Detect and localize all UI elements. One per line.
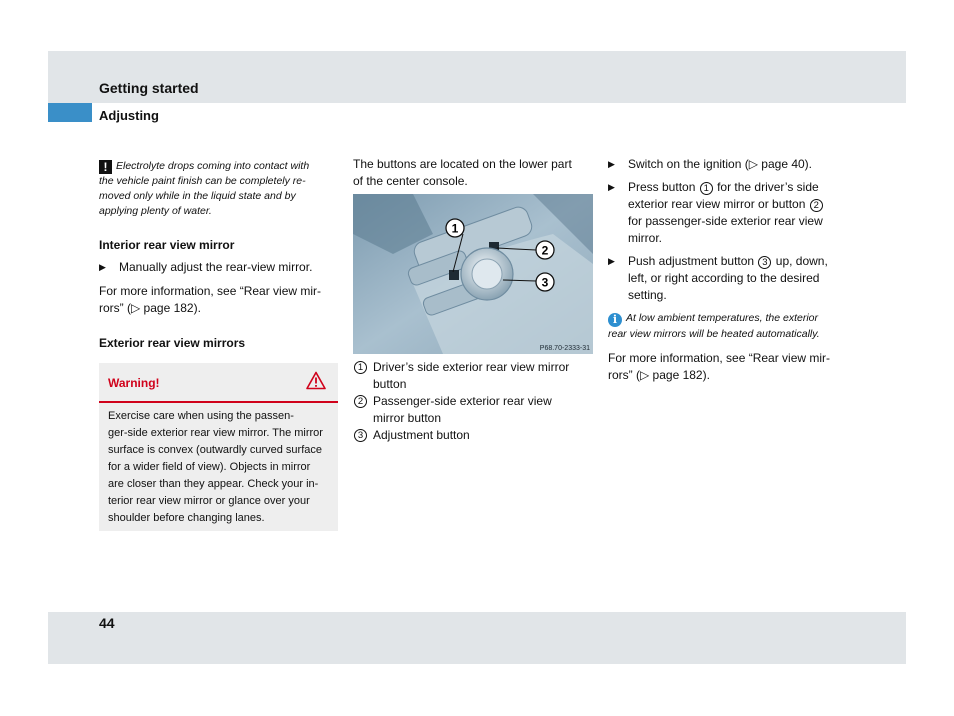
footer-band — [48, 612, 906, 664]
exclamation-icon: ! — [99, 160, 112, 174]
callout-2 — [536, 241, 554, 259]
exterior-more-info: For more information, see “Rear view mir- rors” (▷ page 182). — [608, 351, 831, 382]
buttons-location-text: The buttons are located on the lower part of the center console. — [353, 157, 572, 188]
warning-triangle-icon — [306, 371, 326, 393]
info-note: i At low ambient temperatures, the exterior rear view mirrors will be heated automatically. — [608, 312, 820, 340]
warning-text: Exercise care when using the passen- ger-side exterior rear view mirror. The mirror surface is convex (outwardly curved surface for a wider field of view). Objects in mirror are closer than they appear. Check your in- terior rear view mirror or glance over your shoulder before changing lanes. — [108, 410, 323, 524]
warning-label: Warning! — [108, 376, 160, 390]
bullet-arrow-icon: ▶ — [608, 182, 615, 192]
bullet-arrow-icon: ▶ — [99, 262, 106, 272]
legend-item-2: 2 Passenger-side exterior rear view mirror button — [353, 393, 593, 427]
callout-3 — [536, 273, 554, 291]
section-title: Getting started — [99, 80, 199, 96]
legend-item-3: 3 Adjustment button — [353, 427, 593, 444]
column-right — [608, 156, 848, 384]
legend-item-1: 1 Driver’s side exterior rear view mirror button — [353, 359, 593, 393]
column-middle — [353, 156, 593, 190]
bullet-arrow-icon: ▶ — [608, 159, 615, 169]
exterior-mirrors-heading: Exterior rear view mirrors — [99, 336, 246, 350]
warning-box — [99, 363, 338, 531]
svg-text:1: 1 — [451, 221, 459, 236]
page-number: 44 — [99, 615, 115, 631]
photo-code: P68.70-2333-31 — [539, 345, 590, 352]
svg-text:2: 2 — [541, 243, 549, 258]
step-adjust: ▶ Push adjustment button 3 up, down, left, or right according to the desired setting. — [608, 254, 828, 302]
subsection-title: Adjusting — [99, 108, 159, 123]
caution-note: ! Electrolyte drops coming into contact with the vehicle paint finish can be completely re- moved only while in the liquid state and by applying plenty of water. — [99, 160, 310, 217]
section-tab-marker — [48, 103, 92, 122]
step-press-button: ▶ Press button 1 for the driver’s side exterior rear view mirror or button 2 for passenger-side exterior rear view mirror. — [608, 180, 823, 245]
warning-header — [99, 363, 338, 403]
interior-mirror-heading: Interior rear view mirror — [99, 238, 235, 252]
callout-1 — [446, 219, 464, 237]
column-left — [99, 156, 339, 350]
driver-mirror-button — [449, 270, 459, 280]
interior-more-info: For more information, see “Rear view mir- rors” (▷ page 182). — [99, 284, 322, 315]
interior-mirror-step: ▶ Manually adjust the rear-view mirror. — [99, 260, 313, 274]
info-icon: i — [608, 313, 622, 327]
step-ignition: ▶ Switch on the ignition (▷ page 40). — [608, 157, 813, 171]
photo-legend — [353, 359, 593, 444]
center-console-photo — [353, 194, 593, 354]
svg-text:3: 3 — [541, 275, 549, 290]
bullet-arrow-icon: ▶ — [608, 256, 615, 266]
